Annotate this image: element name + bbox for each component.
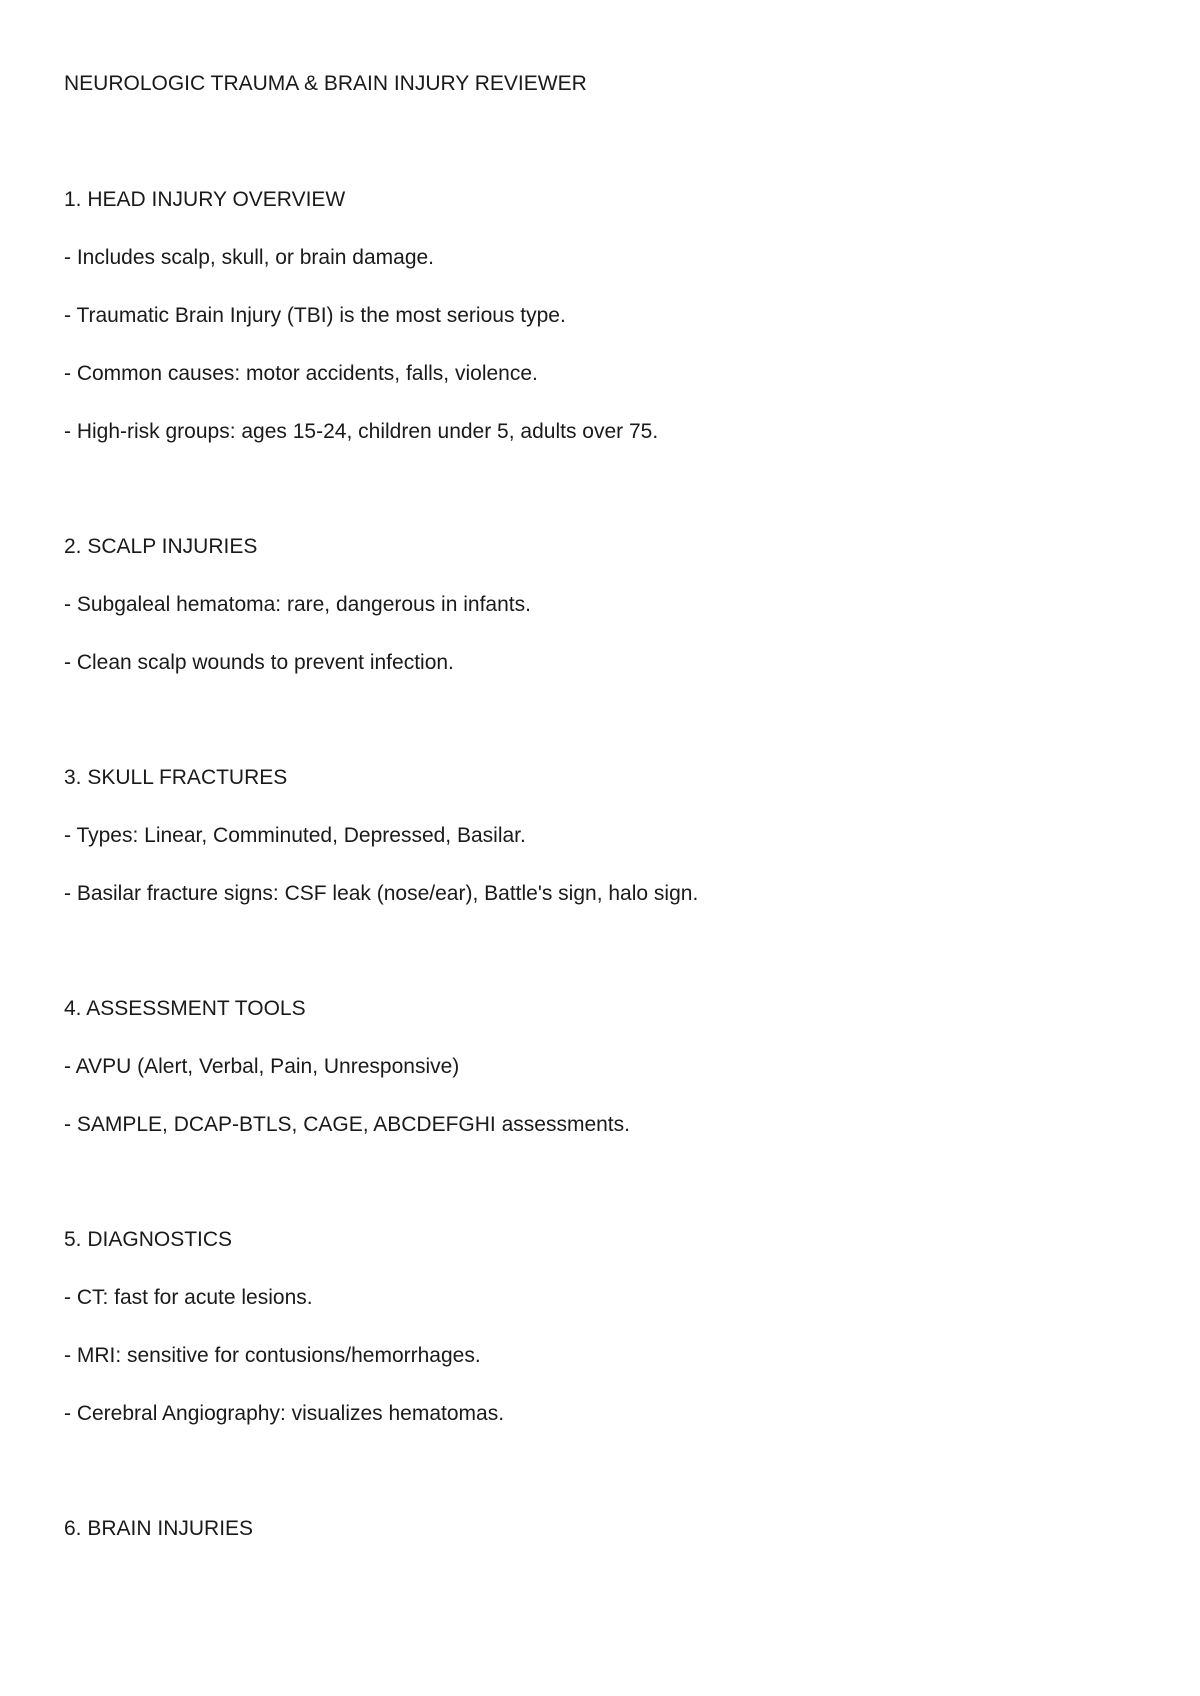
list-item: - MRI: sensitive for contusions/hemorrhages. (64, 1344, 481, 1367)
list-item: - Traumatic Brain Injury (TBI) is the most serious type. (64, 304, 566, 327)
list-item: - Basilar fracture signs: CSF leak (nose/ear), Battle's sign, halo sign. (64, 882, 699, 905)
list-item: - Clean scalp wounds to prevent infection. (64, 651, 454, 674)
section-heading-diagnostics: 5. DIAGNOSTICS (64, 1228, 233, 1251)
section-heading-assessment-tools: 4. ASSESSMENT TOOLS (64, 997, 306, 1020)
document-title: NEUROLOGIC TRAUMA & BRAIN INJURY REVIEWER (64, 72, 587, 95)
list-item: - Cerebral Angiography: visualizes hematomas. (64, 1402, 505, 1425)
list-item: - SAMPLE, DCAP-BTLS, CAGE, ABCDEFGHI assessments. (64, 1113, 630, 1136)
section-heading-scalp-injuries: 2. SCALP INJURIES (64, 535, 258, 558)
list-item: - CT: fast for acute lesions. (64, 1286, 313, 1309)
list-item: - High-risk groups: ages 15-24, children under 5, adults over 75. (64, 420, 659, 443)
list-item: - Includes scalp, skull, or brain damage. (64, 246, 435, 269)
list-item: - Types: Linear, Comminuted, Depressed, Basilar. (64, 824, 526, 847)
list-item: - AVPU (Alert, Verbal, Pain, Unresponsive) (64, 1055, 460, 1078)
section-heading-brain-injuries: 6. BRAIN INJURIES (64, 1517, 254, 1540)
list-item: - Common causes: motor accidents, falls, violence. (64, 362, 538, 385)
section-heading-head-injury: 1. HEAD INJURY OVERVIEW (64, 188, 346, 211)
section-heading-skull-fractures: 3. SKULL FRACTURES (64, 766, 288, 789)
list-item: - Subgaleal hematoma: rare, dangerous in infants. (64, 593, 531, 616)
